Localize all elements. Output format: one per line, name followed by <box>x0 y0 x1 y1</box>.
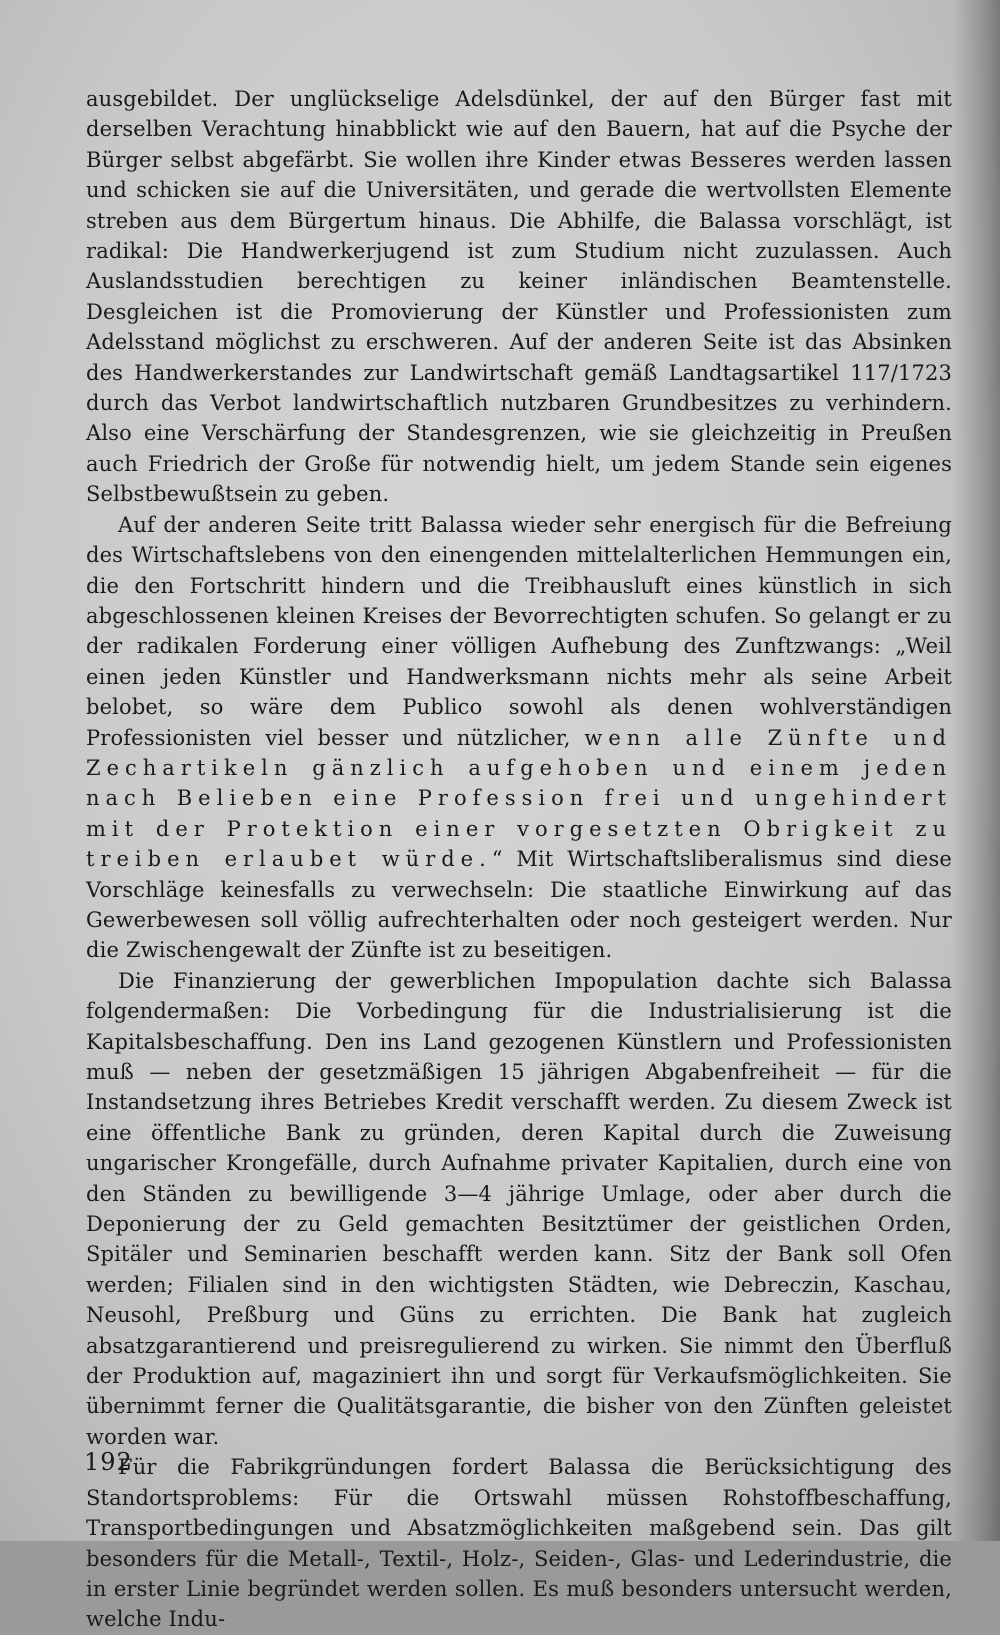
paragraph-2-text-after: “ Mit Wirtschaftsliberalismus sind diese Vorschläge keinesfalls zu verwechseln: Die staatliche Einwirkung auf das Gewerbewesen soll völlig aufrechterhalten oder noch gesteigert werden. Nur die Zwischengewalt der Zünfte ist zu beseitigen. <box>86 847 952 963</box>
paragraph-2-spaced-quote: wenn alle Zünfte und Zechartikeln gänzlich aufgehoben und einem jeden nach Belieben eine Profession frei und ungehindert mit der Protektion einer vorgesetzten Obrigkeit zu treiben erlaubet würde. <box>86 725 952 872</box>
page-number: 192 <box>84 1448 133 1476</box>
book-gutter-shadow <box>952 0 1000 1541</box>
paragraph-3: Die Finanzierung der gewerblichen Impopulation dachte sich Balassa folgendermaßen: Die Vorbedingung für die Industrialisierung ist die Kapitalsbeschaffung. Den ins Land gezogenen Künstlern und Professionisten muß — neben der gesetzmäßigen 15 jährigen Abgabenfreiheit — für die Instandsetzung ihres Betriebes Kredit verschafft werden. Zu diesem Zweck ist eine öffentliche Bank zu gründen, deren Kapital durch die Zuweisung ungarischer Krongefälle, durch Aufnahme privater Kapitalien, durch eine von den Ständen zu bewilligende 3—4 jährige Umlage, oder aber durch die Deponierung der zu Geld gemachten Besitztümer der geistlichen Orden, Spitäler und Seminarien beschafft werden kann. Sitz der Bank soll Ofen werden; Filialen sind in den wichtigsten Städten, wie Debreczin, Kaschau, Neusohl, Preßburg und Güns zu errichten. Die Bank hat zugleich absatzgarantierend und preisregulierend zu wirken. Sie nimmt den Überfluß der Produktion auf, magaziniert ihn und sorgt für Verkaufsmöglichkeiten. Sie übernimmt ferner die Qualitätsgarantie, die bisher von den Zünften geleistet worden war. <box>86 968 952 1449</box>
paragraph-4: Für die Fabrikgründungen fordert Balassa die Berücksichtigung des Standortsproblems: Für die Ortswahl müssen Rohstoffbeschaffung, Transportbedingungen und Absatzmöglichkeiten maßgebend sein. Das gilt besonders für die Metall-, Textil-, Holz-, Seiden-, Glas- und Lederindustrie, die in erster Linie begründet werden sollen. Es muß besonders untersucht werden, welche Indu- <box>86 1455 952 1632</box>
body-text <box>86 84 952 1635</box>
paragraph-2 <box>86 510 952 966</box>
paragraph-2-text-before: Auf der anderen Seite tritt Balassa wieder sehr energisch für die Befreiung des Wirtschaftslebens von den einengenden mittelalterlichen Hemmungen ein, die den Fortschritt hindern und die Treibhausluft eines künstlich in sich abgeschlossenen kleinen Kreises der Bevorrechtigten schufen. So gelangt er zu der radikalen Forderung einer völligen Aufhebung des Zunftzwangs: „Weil einen jeden Künstler und Handwerksmann nichts mehr als seine Arbeit belobet, so wäre dem Publico sowohl als denen wohlverständigen Professionisten viel besser und nützlicher, <box>86 512 952 750</box>
paragraph-1: ausgebildet. Der unglückselige Adelsdünkel, der auf den Bürger fast mit derselben Verachtung hinabblickt wie auf den Bauern, hat auf die Psyche der Bürger selbst abgefärbt. Sie wollen ihre Kinder etwas Besseres werden lassen und schicken sie auf die Universitäten, und gerade die wertvollsten Elemente streben aus dem Bürgertum hinaus. Die Abhilfe, die Balassa vorschlägt, ist radikal: Die Handwerkerjugend ist zum Studium nicht zuzulassen. Auch Auslandsstudien berechtigen zu keiner inländischen Beamtenstelle. Desgleichen ist die Promovierung der Künstler und Professionisten zum Adelsstand möglichst zu erschweren. Auf der anderen Seite ist das Absinken des Handwerkerstandes zur Landwirtschaft gemäß Landtagsartikel 117/1723 durch das Verbot landwirtschaftlich nutzbaren Grundbesitzes zu verhindern. Also eine Verschärfung der Standesgrenzen, wie sie gleichzeitig in Preußen auch Friedrich der Große für notwendig hielt, um jedem Stande sein eigenes Selbstbewußtsein zu geben. <box>86 87 952 507</box>
